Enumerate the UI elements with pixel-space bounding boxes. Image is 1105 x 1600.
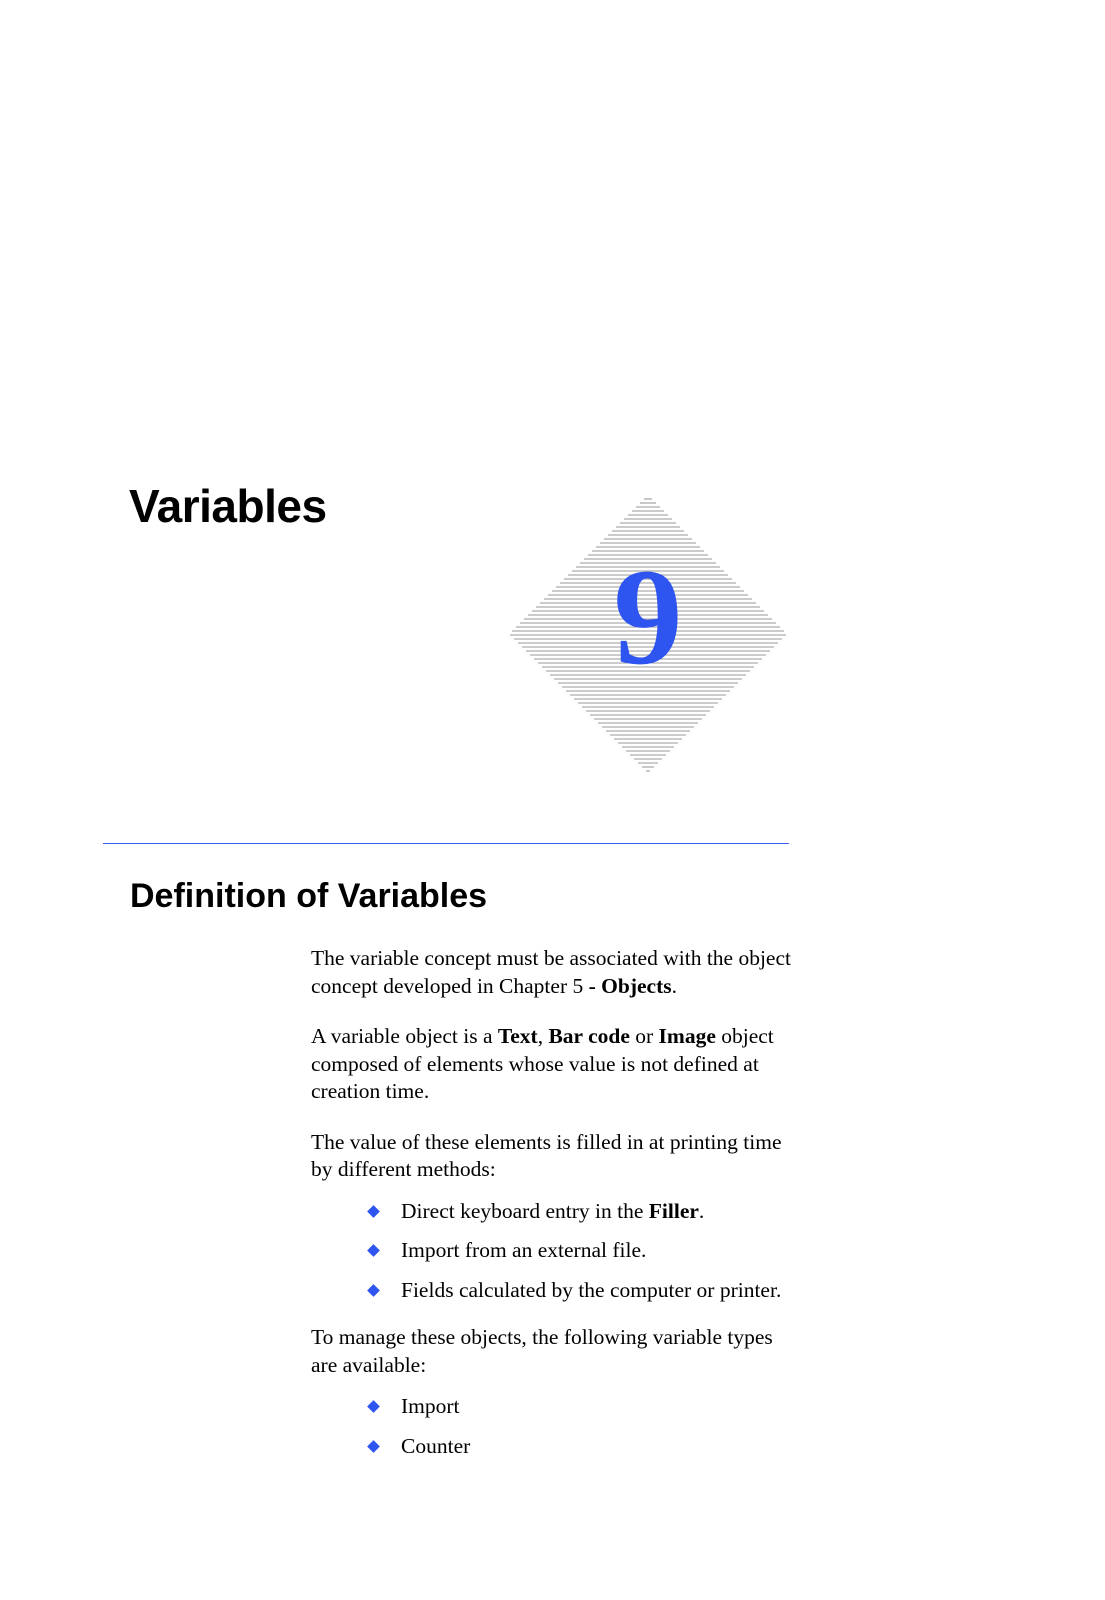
- paragraph-text: or: [629, 1024, 659, 1048]
- list-item: [401, 1198, 801, 1226]
- list-item-text: .: [698, 1198, 705, 1223]
- bullet-icon: [367, 1205, 380, 1218]
- body-text: [311, 945, 801, 1480]
- list-item-text: Import: [401, 1394, 460, 1418]
- list-item-text: Import from an external file.: [401, 1238, 647, 1262]
- chapter-title: Variables: [129, 480, 327, 532]
- paragraph-text: ,: [537, 1024, 549, 1048]
- paragraph-text: A variable object is a: [311, 1024, 498, 1048]
- paragraph-text: The variable concept must be associated with the object concept developed in Chapter 5: [311, 946, 791, 998]
- object-type-text: Text: [497, 1024, 538, 1048]
- list-item: [401, 1277, 801, 1305]
- paragraph-intro: [311, 945, 801, 1000]
- list-item-text: Direct keyboard entry in the: [401, 1198, 649, 1223]
- section-title: Definition of Variables: [130, 877, 488, 915]
- bullet-icon: [367, 1244, 380, 1257]
- list-item-text: Counter: [401, 1433, 471, 1458]
- list-item: [401, 1237, 801, 1265]
- object-type-barcode: Bar code: [548, 1024, 630, 1048]
- chapter-reference: Objects: [601, 973, 672, 998]
- object-type-image: Image: [658, 1024, 716, 1048]
- paragraph-text: .: [671, 973, 677, 998]
- paragraph-definition: [311, 1023, 801, 1106]
- paragraph-types-intro: To manage these objects, the following variable types are available:: [311, 1325, 773, 1377]
- bullet-icon: [367, 1440, 380, 1453]
- list-item: [401, 1393, 801, 1421]
- dash-text: -: [588, 973, 596, 998]
- section-divider: [103, 843, 789, 844]
- chapter-number-badge: [508, 493, 788, 775]
- types-list: [311, 1393, 801, 1460]
- paragraph-methods-intro: The value of these elements is filled in at printing time by different methods:: [311, 1129, 782, 1181]
- chapter-number: 9: [613, 540, 683, 693]
- bullet-icon: [367, 1284, 380, 1297]
- paragraph-text: object composed of elements whose value is not defined at creation time.: [311, 1024, 774, 1103]
- methods-list: [311, 1198, 801, 1305]
- list-item-text: Fields calculated by the computer or printer.: [401, 1277, 782, 1302]
- list-item: [401, 1433, 801, 1461]
- filler-term: Filler: [648, 1198, 699, 1223]
- bullet-icon: [367, 1400, 380, 1413]
